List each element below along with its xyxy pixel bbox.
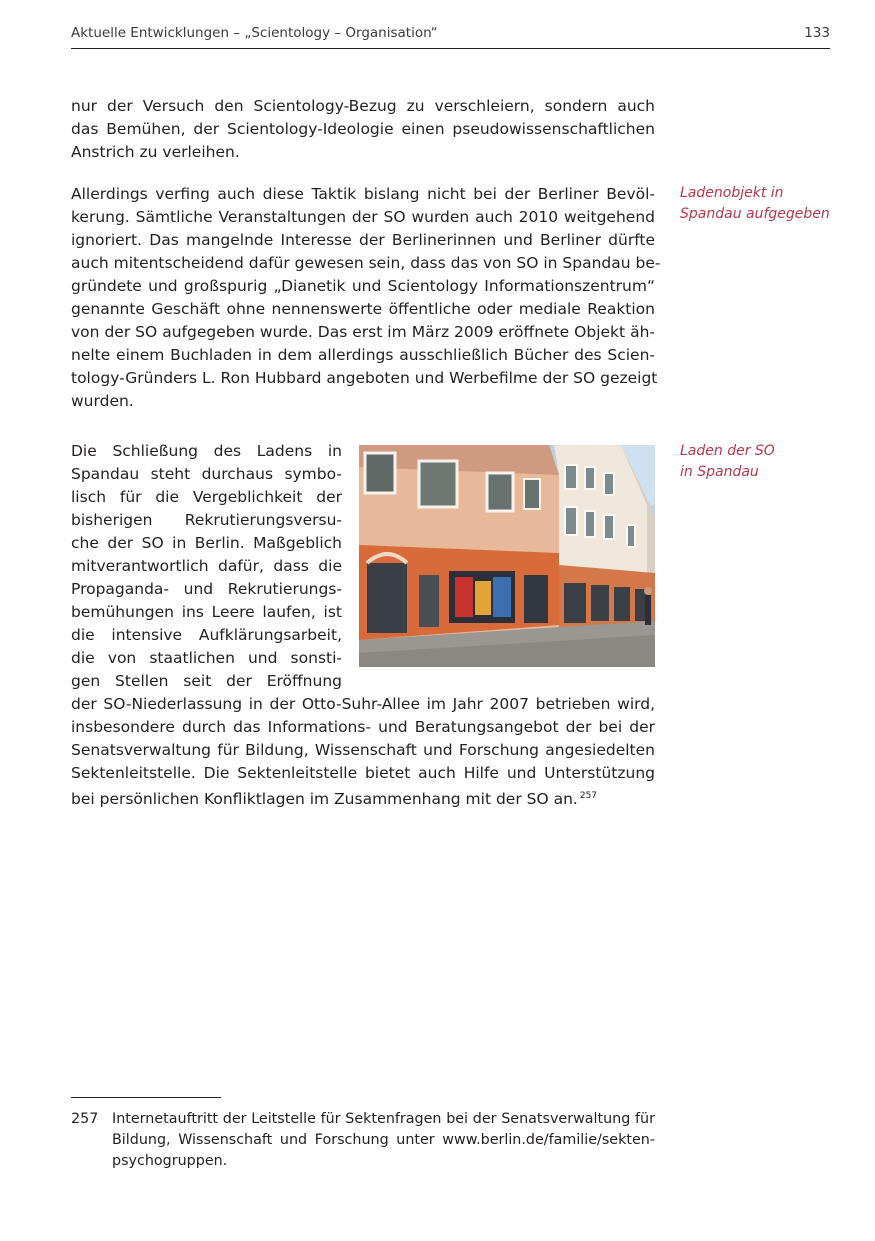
footnote-rule xyxy=(71,1097,221,1098)
paragraph-1 xyxy=(71,95,655,164)
text-line: die von staatlichen und sonsti- xyxy=(71,649,342,667)
text-line: gründete und großspurig „Dianetik und Scientology Informationszentrum“ xyxy=(71,277,655,295)
footnote-line: Bildung, Wissenschaft und Forschung unter www.berlin.de/familie/sekten- xyxy=(112,1132,655,1148)
text-line: gen Stellen seit der Eröffnung xyxy=(71,672,342,690)
text-line: die intensive Aufklärungsarbeit, xyxy=(71,626,342,644)
text-line: der SO-Niederlassung in der Otto-Suhr-Allee im Jahr 2007 betrieben wird, xyxy=(71,695,655,713)
shop-photo xyxy=(359,445,655,667)
paragraph-2 xyxy=(71,183,661,413)
margin-note-line: Ladenobjekt in xyxy=(680,185,784,201)
narrow-column xyxy=(71,440,342,693)
footnote-line: psychogruppen. xyxy=(112,1153,228,1169)
margin-note-line: in Spandau xyxy=(680,464,759,480)
text-line: Allerdings verfing auch diese Taktik bislang nicht bei der Berliner Bevöl- xyxy=(71,185,655,203)
text-line: bisherigen Rekrutierungsversu- xyxy=(71,511,342,529)
footnote-number: 257 xyxy=(71,1111,99,1127)
text-line: das Bemühen, der Scientology-Ideologie einen pseudowissenschaftlichen xyxy=(71,120,655,138)
text-line: Sektenleitstelle. Die Sektenleitstelle bietet auch Hilfe und Unterstützung xyxy=(71,764,655,782)
margin-note-line: Laden der SO xyxy=(680,443,775,459)
text-line: von der SO aufgegeben wurde. Das erst im März 2009 eröffnete Objekt äh- xyxy=(71,323,655,341)
text-line: genannte Geschäft ohne nennenswerte öffentliche oder mediale Reaktion xyxy=(71,300,655,318)
text-line: Die Schließung des Ladens in xyxy=(71,442,342,460)
text-line: Senatsverwaltung für Bildung, Wissenschaft und Forschung angesiedelten xyxy=(71,741,655,759)
running-head-title: Aktuelle Entwicklungen – „Scientology – Organisation“ xyxy=(71,25,438,41)
text-line: tology-Gründers L. Ron Hubbard angeboten und Werbefilme der SO gezeigt xyxy=(71,369,658,387)
paragraph-4 xyxy=(71,693,655,811)
footnote-text xyxy=(112,1109,655,1172)
footnote-reference[interactable]: 257 xyxy=(579,791,598,801)
text-line: lisch für die Vergeblichkeit der xyxy=(71,488,342,506)
margin-note-2 xyxy=(680,441,840,483)
margin-note-line: Spandau aufgegeben xyxy=(680,206,830,222)
page-number: 133 xyxy=(804,25,830,41)
text-line: bemühungen ins Leere laufen, ist xyxy=(71,603,342,621)
text-line: insbesondere durch das Informations- und Beratungsangebot der bei der xyxy=(71,718,655,736)
text-line: Spandau steht durchaus symbo- xyxy=(71,465,342,483)
text-line: che der SO in Berlin. Maßgeblich xyxy=(71,534,342,552)
running-head xyxy=(71,22,830,49)
margin-note-1 xyxy=(680,183,840,225)
text-line: nur der Versuch den Scientology-Bezug zu verschleiern, sondern auch xyxy=(71,97,655,115)
text-line: auch mitentscheidend dafür gewesen sein, dass das von SO in Spandau be- xyxy=(71,254,661,272)
text-line: Propaganda- und Rekrutierungs- xyxy=(71,580,342,598)
text-line xyxy=(71,785,655,811)
text-line: ignoriert. Das mangelnde Interesse der Berlinerinnen und Berliner dürfte xyxy=(71,231,655,249)
text-line-content: bei persönlichen Konfliktlagen im Zusammenhang mit der SO an. xyxy=(71,790,578,808)
text-line: kerung. Sämtliche Veranstaltungen der SO wurden auch 2010 weitgehend xyxy=(71,208,655,226)
text-line: wurden. xyxy=(71,392,134,410)
text-line: nelte einem Buchladen in dem allerdings ausschließlich Bücher des Scien- xyxy=(71,346,655,364)
footnote-line: Internetauftritt der Leitstelle für Sektenfragen bei der Senatsverwaltung für xyxy=(112,1111,655,1127)
text-line: mitverantwortlich dafür, dass die xyxy=(71,557,342,575)
text-line: Anstrich zu verleihen. xyxy=(71,143,240,161)
